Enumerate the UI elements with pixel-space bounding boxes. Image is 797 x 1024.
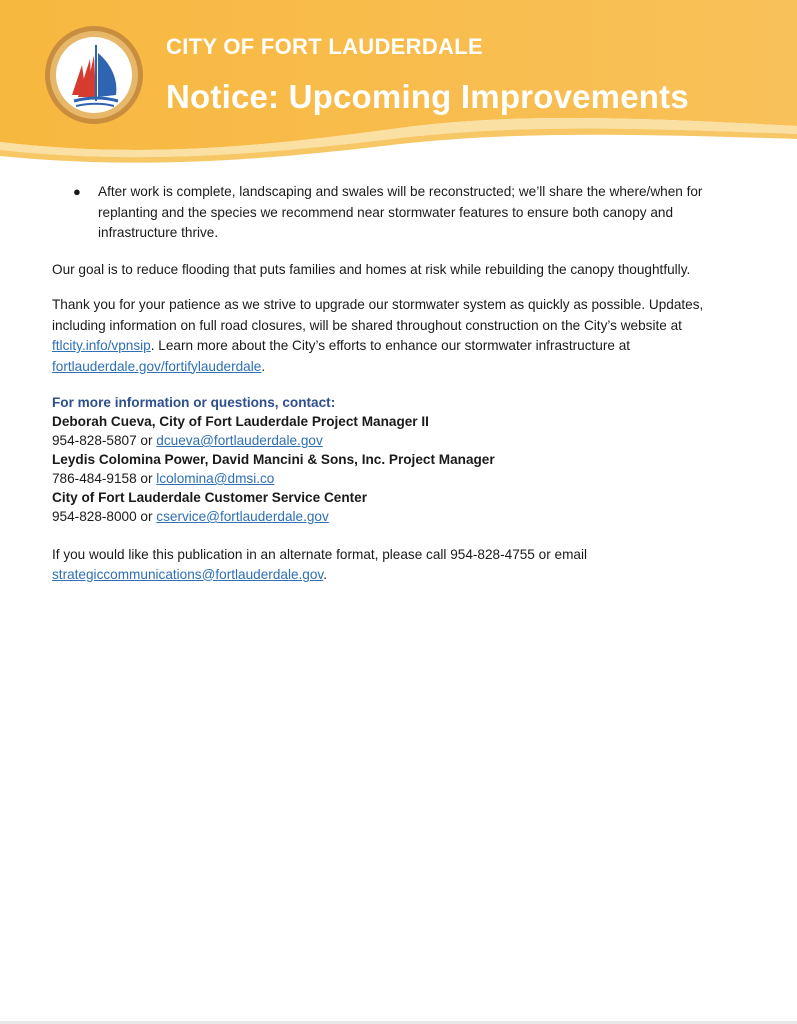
thanks-text-3: . bbox=[261, 358, 266, 374]
list-item bbox=[52, 182, 752, 244]
contact-separator: or bbox=[136, 433, 157, 448]
contact-phone: 954-828-5807 bbox=[52, 433, 137, 448]
contact-phone: 954-828-8000 bbox=[52, 509, 137, 524]
contact-separator: or bbox=[136, 509, 157, 524]
contact-phone: 786-484-9158 bbox=[52, 471, 137, 486]
contact-separator: or bbox=[136, 471, 157, 486]
notice-title: Notice: Upcoming Improvements bbox=[166, 78, 689, 115]
contact-heading: For more information or questions, contact: bbox=[52, 395, 336, 410]
contact-line-cueva bbox=[52, 431, 752, 450]
vpnsip-link[interactable]: ftlcity.info/vpnsip bbox=[52, 338, 151, 353]
thanks-text-1: Thank you for your patience as we strive to upgrade our stormwater system as quickly as possible. Updates, including information on full road closures, will be shared throughout construction on the City’s website at bbox=[52, 297, 704, 333]
bullet-list bbox=[52, 182, 752, 244]
thanks-paragraph bbox=[52, 295, 752, 377]
email-link-colomina[interactable]: lcolomina@dmsi.co bbox=[156, 471, 275, 486]
fortify-lauderdale-link[interactable]: fortlauderdale.gov/fortifylauderdale bbox=[52, 358, 262, 374]
bullet-icon: ● bbox=[73, 184, 81, 199]
alternate-text: If you would like this publication in an alternate format, please call 954-828-4755 or email bbox=[52, 547, 587, 562]
header-banner bbox=[0, 0, 797, 170]
contact-line-customer-service bbox=[52, 507, 752, 526]
goal-paragraph: Our goal is to reduce flooding that puts families and homes at risk while rebuilding the canopy thoughtfully. bbox=[52, 261, 691, 277]
alternate-end: . bbox=[323, 566, 327, 582]
contact-name-colomina: Leydis Colomina Power, David Mancini & Sons, Inc. Project Manager bbox=[52, 452, 495, 467]
email-link-customer-service[interactable]: cservice@fortlauderdale.gov bbox=[156, 509, 329, 524]
contact-block bbox=[52, 393, 752, 526]
alternate-format-paragraph bbox=[52, 545, 752, 584]
notice-body bbox=[52, 182, 752, 584]
city-seal-icon bbox=[44, 25, 144, 125]
email-link-cueva[interactable]: dcueva@fortlauderdale.gov bbox=[156, 433, 323, 448]
thanks-text-2: . Learn more about the City’s efforts to enhance our stormwater infrastructure at bbox=[150, 338, 631, 353]
org-name: CITY OF FORT LAUDERDALE bbox=[166, 34, 483, 59]
bullet-text: After work is complete, landscaping and swales will be reconstructed; we’ll share the where/when for replanting and the species we recommend near stormwater features to ensure both canopy and infrastructure thrive. bbox=[98, 184, 703, 240]
contact-name-customer-service: City of Fort Lauderdale Customer Service Center bbox=[52, 490, 367, 505]
strategic-communications-email-link[interactable]: strategiccommunications@fortlauderdale.gov bbox=[52, 566, 324, 582]
contact-name-cueva: Deborah Cueva, City of Fort Lauderdale Project Manager II bbox=[52, 414, 429, 429]
contact-line-colomina bbox=[52, 469, 752, 488]
